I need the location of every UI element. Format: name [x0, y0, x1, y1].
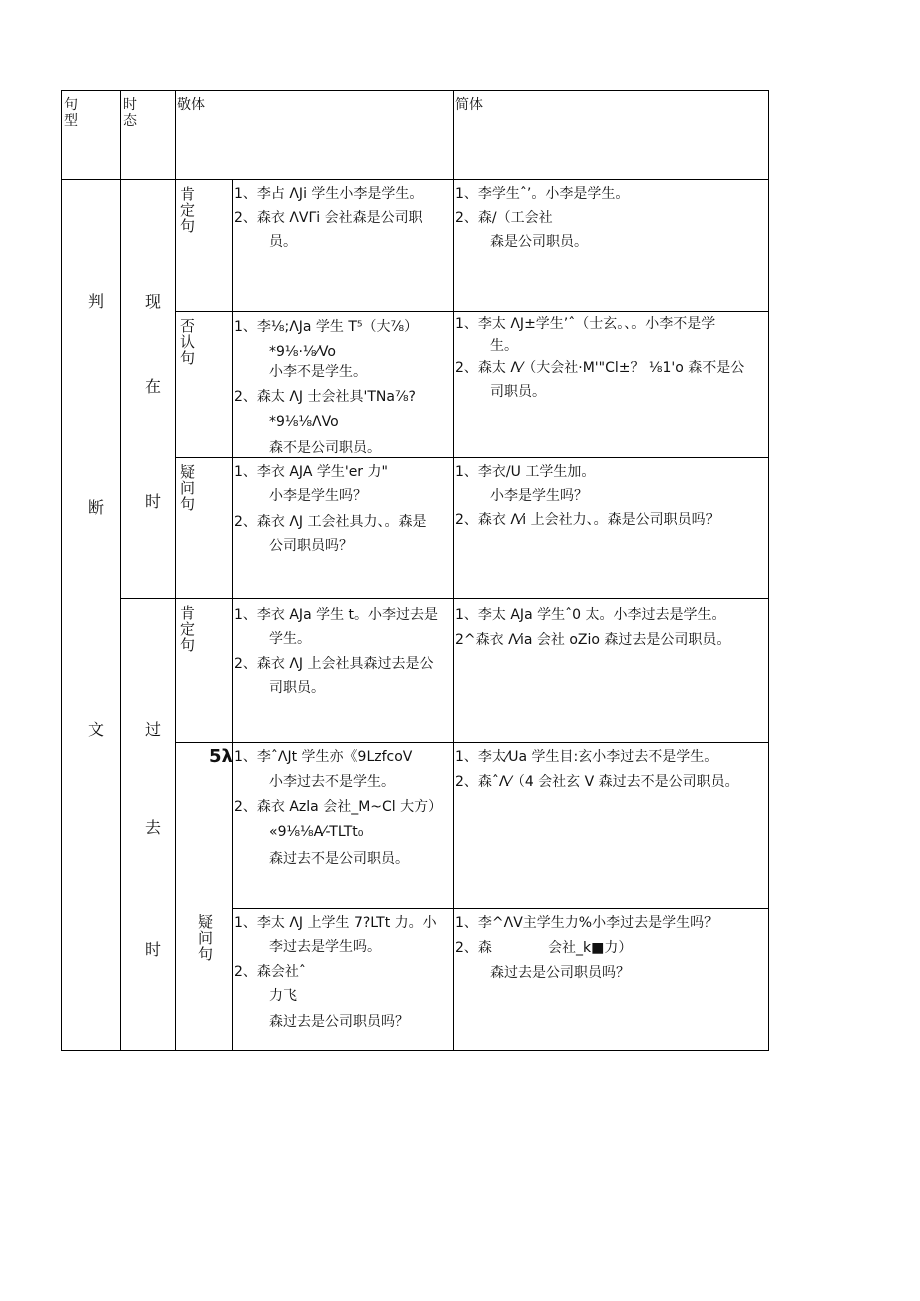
form-label-question: 疑 问 句: [180, 463, 196, 513]
example-line: 司职员。: [269, 680, 325, 696]
example-line: *9⅛·⅛⁄Vo: [269, 344, 336, 360]
example-line: 1、李太 ΛJ 上学生 7?LTt 力。小: [234, 915, 437, 931]
col-divider-1: [120, 90, 121, 1051]
example-line: 司职员。: [490, 384, 546, 400]
example-line: 2、森/（工会社: [455, 210, 553, 226]
table-border-right: [768, 90, 769, 1051]
example-line: 1、李太⁄Ua 学生目:玄小李过去不是学生。: [455, 749, 719, 765]
example-line: 森过去是公司职员吗？: [269, 1014, 409, 1030]
example-line: 1、李衣 AJa 学生 t。小李过去是: [234, 607, 439, 623]
example-line: 生。: [490, 338, 518, 354]
col-divider-2: [175, 90, 176, 1051]
example-line: 2、森衣 Azla 会社_M~Cl 大方）: [234, 799, 443, 815]
example-line: 1、李衣 AJA 学生'er 力": [234, 464, 388, 480]
example-line: 1、李占 ΛJi 学生小李是学生。: [234, 186, 424, 202]
example-line: 小李是学生吗？: [490, 488, 588, 504]
type-char: 判: [88, 292, 105, 311]
example-line: 小李是学生吗？: [269, 488, 367, 504]
example-line: 2、森会社ˆ: [234, 964, 306, 980]
form-label-affirm-past: 肯 定 句: [180, 604, 196, 654]
example-line: 2、森衣 Λ⁄i 上会社力、。森是公司职员吗？: [455, 512, 720, 528]
example-line: 2、森太 Λ⁄（大会社·M'"Cl±？ ⅛1'o 森不是公: [455, 360, 745, 376]
example-line: 2、森衣 ΛVΓi 会社森是公司职: [234, 210, 423, 226]
tense-char: 在: [145, 377, 162, 396]
example-line: 2、森ˆΛ⁄（4 会社玄 V 森过去不是公司职员。: [455, 774, 739, 790]
example-line: 2、森衣 ΛJ 工会社具力、。森是: [234, 514, 427, 530]
tense-char: 时: [145, 492, 162, 511]
table-border-top: [61, 90, 769, 91]
example-line: *9⅛⅛ΛVo: [269, 414, 339, 430]
example-line: 森过去不是公司职员。: [269, 851, 409, 867]
example-line: 森是公司职员。: [490, 234, 588, 250]
row-divider-q2: [232, 908, 769, 909]
tense-char: 时: [145, 940, 162, 959]
example-line: 李过去是学生吗。: [269, 939, 381, 955]
type-char: 文: [88, 720, 105, 739]
example-line: 2、森衣 ΛJ 上会社具森过去是公: [234, 656, 434, 672]
example-line: 力飞: [269, 988, 297, 1004]
example-line: 森过去是公司职员吗？: [490, 965, 630, 981]
row-divider-p2: [175, 457, 769, 458]
form-label-affirm: 肯 定 句: [180, 185, 196, 235]
example-line: 小李过去不是学生。: [269, 774, 395, 790]
col-divider-3: [232, 179, 233, 1051]
tense-char: 去: [145, 818, 162, 837]
example-line: 1、李衣/U 工学生加。: [455, 464, 596, 480]
example-line: 公司职员吗？: [269, 538, 353, 554]
col-divider-4: [453, 90, 454, 1051]
example-line: 森不是公司职员。: [269, 440, 381, 456]
example-line: «9⅛⅛A⁄-TLTt₀: [269, 824, 364, 840]
header-row-divider: [61, 179, 769, 180]
example-line: 2、森太 ΛJ 士会社具'TNa⅞?: [234, 389, 416, 405]
example-line: 1、李学生ˆ’。小李是学生。: [455, 186, 630, 202]
example-line: 2、森: [455, 940, 492, 956]
tense-char: 现: [145, 292, 162, 311]
header-plain: 简体: [455, 97, 483, 113]
form-label-negative-past: 5λ: [209, 746, 233, 767]
header-sentence-type: 句 型: [64, 97, 78, 129]
example-line: 1、李太 AJa 学生ˆ0 太。小李过去是学生。: [455, 607, 726, 623]
example-line: 2^森衣 Λ⁄ia 会社 oZio 森过去是公司职员。: [455, 632, 731, 648]
header-polite: 敬体: [177, 97, 205, 113]
example-line: 1、李ˆΛJt 学生亦《9LzfcoV: [234, 749, 413, 765]
example-line: 会社_k■力）: [548, 940, 633, 956]
tense-char: 过: [145, 720, 162, 739]
example-line: 1、李⅛;ΛJa 学生 T⁵（大⅞）: [234, 319, 419, 335]
header-tense: 时 态: [123, 97, 137, 129]
row-divider-q1: [175, 742, 769, 743]
example-line: 1、李太 ΛJ±学生’ˆ（士玄。、。小李不是学: [455, 316, 716, 332]
example-line: 学生。: [269, 631, 311, 647]
example-line: 小李不是学生。: [269, 364, 367, 380]
form-label-negative: 否 认 句: [180, 317, 196, 367]
table-border-bottom: [61, 1050, 769, 1051]
example-line: 1、李^ΛV主学生力%小李过去是学生吗？: [455, 915, 719, 931]
table-border-left: [61, 90, 62, 1051]
form-label-question-past: 疑 问 句: [198, 913, 214, 963]
tense-divider: [120, 598, 769, 599]
example-line: 员。: [269, 234, 297, 250]
type-char: 断: [88, 498, 105, 517]
